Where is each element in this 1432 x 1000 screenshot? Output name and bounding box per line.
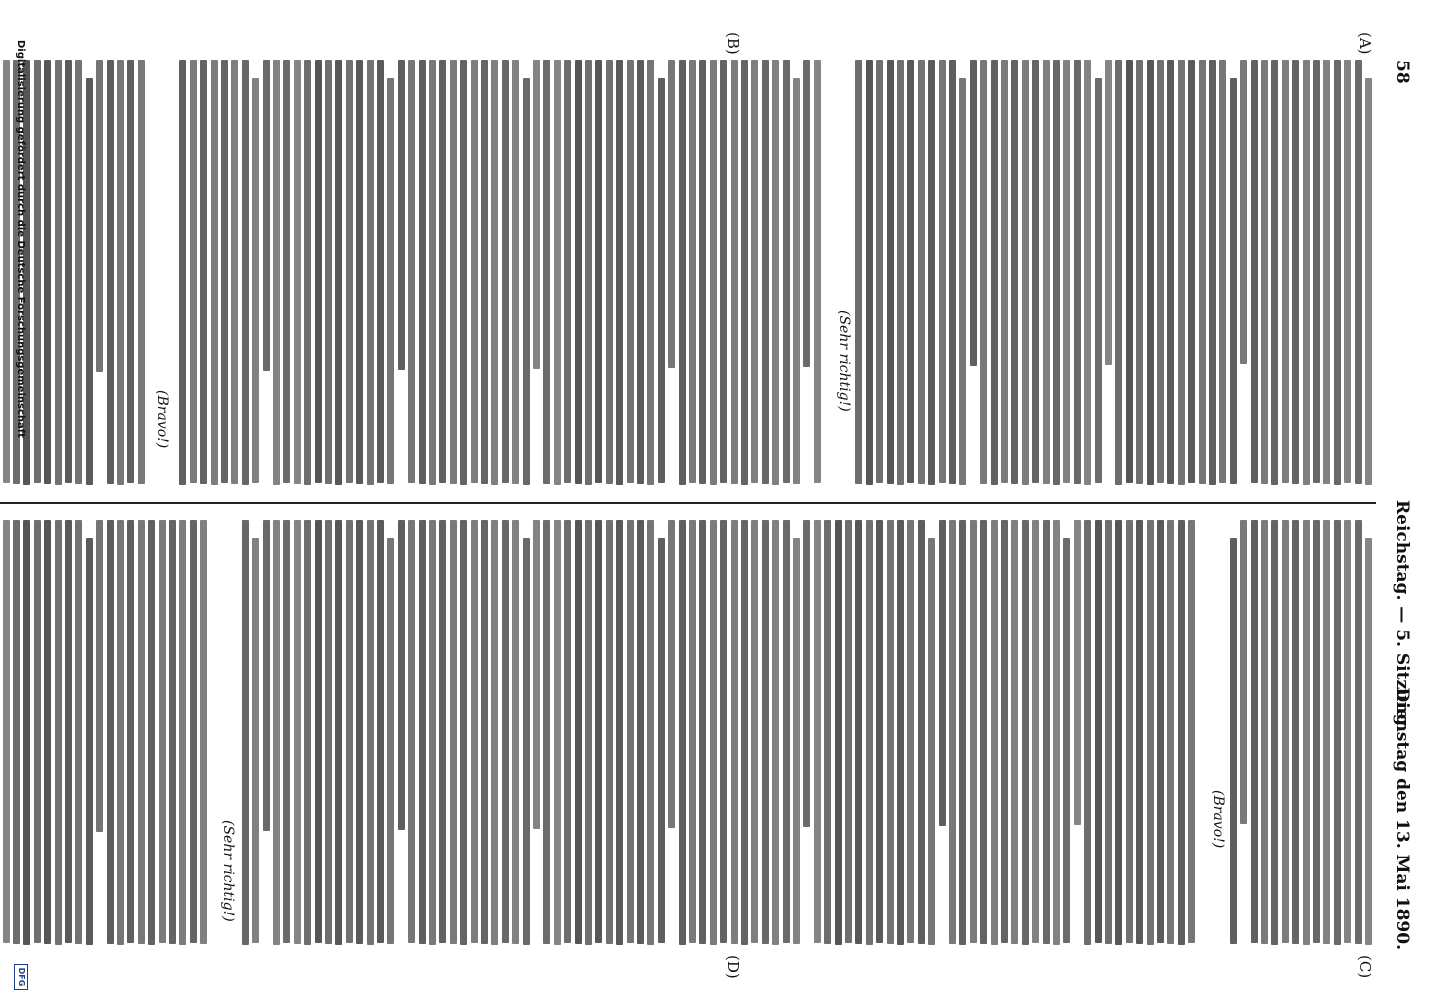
text-line <box>814 60 821 483</box>
text-line <box>34 520 41 943</box>
text-line <box>481 60 488 484</box>
text-line <box>543 60 550 484</box>
text-line <box>273 60 280 485</box>
text-line <box>1365 78 1372 485</box>
text-line <box>720 520 727 943</box>
text-line <box>304 60 311 485</box>
text-line <box>731 520 738 944</box>
text-line <box>824 520 831 944</box>
text-line <box>533 520 540 829</box>
text-line <box>845 520 852 943</box>
text-column-right <box>0 520 1376 945</box>
text-line <box>637 520 644 944</box>
text-line <box>190 520 197 943</box>
text-line <box>897 520 904 945</box>
text-line <box>1074 520 1081 825</box>
text-line <box>502 520 509 943</box>
text-line <box>876 60 883 483</box>
text-line <box>96 60 103 372</box>
text-line <box>96 520 103 832</box>
text-line <box>398 520 405 830</box>
text-line <box>367 520 374 945</box>
text-line <box>835 520 842 945</box>
margin-marker-b: (B) <box>724 32 742 55</box>
text-line <box>762 520 769 944</box>
running-title: Reichstag. — 5. Sitzung. <box>1392 500 1412 732</box>
text-line <box>117 60 124 485</box>
text-line <box>1043 60 1050 484</box>
text-line <box>647 60 654 485</box>
text-line <box>658 538 665 943</box>
text-line <box>471 60 478 483</box>
text-line <box>970 520 977 943</box>
text-line <box>315 60 322 483</box>
text-line <box>1022 520 1029 945</box>
text-line <box>294 60 301 484</box>
text-line <box>3 520 10 943</box>
text-line <box>668 60 675 368</box>
text-line <box>325 520 332 944</box>
text-line <box>866 520 873 945</box>
text-line <box>502 60 509 483</box>
text-line <box>1084 520 1091 945</box>
text-line <box>1282 520 1289 943</box>
text-line <box>1074 60 1081 484</box>
text-line <box>564 60 571 483</box>
column-divider <box>0 502 1376 504</box>
text-line <box>751 520 758 943</box>
text-line <box>1105 60 1112 365</box>
text-line <box>86 538 93 945</box>
text-line <box>710 520 717 945</box>
dfg-logo: DFG <box>14 964 28 990</box>
text-line <box>699 60 706 484</box>
text-line <box>242 60 249 485</box>
text-line <box>533 60 540 369</box>
text-line <box>523 78 530 485</box>
text-line <box>190 60 197 483</box>
text-line <box>1199 60 1206 484</box>
text-line <box>970 60 977 366</box>
text-line <box>179 60 186 485</box>
text-line <box>689 520 696 943</box>
text-line <box>689 60 696 483</box>
text-line <box>1167 60 1174 484</box>
text-line <box>3 60 10 483</box>
text-line <box>793 78 800 484</box>
text-line <box>263 520 270 831</box>
text-line <box>866 60 873 485</box>
text-line <box>107 520 114 944</box>
text-line <box>959 78 966 485</box>
text-line <box>460 520 467 945</box>
text-line <box>481 520 488 944</box>
text-line <box>1209 60 1216 485</box>
text-line <box>1063 538 1070 943</box>
text-line <box>627 60 634 483</box>
text-line <box>918 60 925 484</box>
text-line <box>304 520 311 945</box>
text-line <box>1261 60 1268 484</box>
text-line <box>450 520 457 944</box>
text-line <box>595 520 602 943</box>
text-line <box>200 60 207 484</box>
text-line <box>731 60 738 484</box>
text-line <box>408 520 415 943</box>
text-line <box>263 60 270 371</box>
text-line <box>1053 520 1060 945</box>
text-line <box>1147 60 1154 485</box>
text-line <box>1251 520 1258 943</box>
text-line <box>616 60 623 485</box>
text-line <box>762 60 769 484</box>
text-line <box>1323 520 1330 944</box>
text-line <box>86 78 93 485</box>
text-line <box>814 520 821 943</box>
text-line <box>1032 520 1039 943</box>
text-line <box>949 520 956 944</box>
text-line <box>283 60 290 483</box>
interjection-bravo: (Bravo!) <box>154 390 170 449</box>
text-line <box>1095 78 1102 483</box>
text-line <box>1344 520 1351 943</box>
page-number: 58 <box>1392 60 1412 84</box>
text-line <box>460 60 467 485</box>
text-line <box>179 520 186 945</box>
margin-marker-c: (C) <box>1356 955 1374 979</box>
margin-marker-a: (A) <box>1356 32 1374 55</box>
interjection-bravo: (Bravo!) <box>1210 790 1226 849</box>
text-line <box>585 520 592 945</box>
text-line <box>1344 60 1351 483</box>
text-line <box>1188 60 1195 483</box>
text-line <box>471 520 478 943</box>
text-line <box>491 520 498 945</box>
text-line <box>627 520 634 943</box>
text-line <box>1011 60 1018 484</box>
text-line <box>252 78 259 483</box>
text-line <box>959 520 966 945</box>
text-line <box>928 60 935 485</box>
text-line <box>200 520 207 944</box>
text-line <box>803 520 810 827</box>
text-line <box>668 520 675 828</box>
text-line <box>991 520 998 945</box>
text-line <box>221 60 228 483</box>
text-line <box>1126 60 1133 483</box>
interjection-sehr-richtig: (Sehr richtig!) <box>836 310 852 412</box>
text-line <box>1022 60 1029 485</box>
text-line <box>1167 520 1174 944</box>
text-line <box>939 60 946 483</box>
text-line <box>855 520 862 944</box>
text-line <box>595 60 602 483</box>
text-line <box>169 520 176 944</box>
text-line <box>907 520 914 943</box>
text-line <box>44 520 51 944</box>
text-line <box>741 60 748 485</box>
text-line <box>793 538 800 944</box>
text-line <box>523 538 530 945</box>
text-line <box>512 520 519 944</box>
text-line <box>65 520 72 943</box>
text-line <box>346 60 353 483</box>
text-line <box>907 60 914 483</box>
text-line <box>34 60 41 483</box>
text-line <box>1271 520 1278 945</box>
text-line <box>44 60 51 484</box>
text-line <box>1323 60 1330 484</box>
text-line <box>585 60 592 485</box>
text-line <box>1282 60 1289 483</box>
text-line <box>1032 60 1039 483</box>
text-line <box>252 538 259 943</box>
text-line <box>1178 60 1185 485</box>
text-line <box>387 538 394 944</box>
text-line <box>1157 520 1164 943</box>
text-line <box>876 520 883 943</box>
text-line <box>356 60 363 484</box>
text-line <box>429 520 436 945</box>
text-line <box>1261 520 1268 944</box>
text-line <box>928 538 935 945</box>
text-line <box>1001 60 1008 483</box>
text-line <box>949 60 956 484</box>
text-line <box>1292 520 1299 944</box>
text-line <box>1303 60 1310 485</box>
text-line <box>315 520 322 943</box>
text-line <box>231 60 238 484</box>
text-line <box>55 60 62 485</box>
text-line <box>679 520 686 945</box>
text-line <box>1355 520 1362 944</box>
text-line <box>1240 520 1247 824</box>
text-line <box>1043 520 1050 944</box>
text-line <box>887 60 894 484</box>
text-line <box>1157 60 1164 483</box>
text-line <box>335 60 342 485</box>
text-line <box>1313 520 1320 943</box>
text-line <box>439 60 446 483</box>
text-line <box>491 60 498 485</box>
text-line <box>855 60 862 484</box>
text-line <box>65 60 72 483</box>
text-line <box>939 520 946 826</box>
text-line <box>1230 538 1237 944</box>
text-line <box>1230 78 1237 484</box>
text-line <box>637 60 644 484</box>
text-line <box>398 60 405 370</box>
text-line <box>419 520 426 944</box>
text-line <box>564 520 571 943</box>
text-line <box>1365 538 1372 945</box>
text-line <box>294 520 301 944</box>
text-line <box>450 60 457 484</box>
text-line <box>543 520 550 944</box>
text-line <box>554 60 561 485</box>
session-date: Dienstag den 13. Mai 1890. <box>1392 687 1412 950</box>
text-line <box>1251 60 1258 483</box>
text-line <box>710 60 717 485</box>
text-line <box>606 520 613 944</box>
text-line <box>273 520 280 945</box>
text-line <box>918 520 925 944</box>
text-line <box>429 60 436 485</box>
text-line <box>783 60 790 483</box>
text-line <box>75 520 82 944</box>
text-line <box>1105 520 1112 944</box>
text-line <box>658 78 665 483</box>
text-line <box>1292 60 1299 484</box>
text-line <box>1084 60 1091 485</box>
text-line <box>127 60 134 483</box>
text-line <box>616 520 623 945</box>
text-line <box>138 520 145 944</box>
text-line <box>138 60 145 484</box>
text-line <box>159 520 166 943</box>
text-line <box>980 60 987 484</box>
text-line <box>1313 60 1320 483</box>
text-line <box>356 520 363 944</box>
text-line <box>1188 520 1195 943</box>
text-line <box>1136 520 1143 944</box>
text-line <box>13 520 20 944</box>
text-line <box>335 520 342 945</box>
text-line <box>1095 520 1102 943</box>
text-line <box>1303 520 1310 945</box>
text-line <box>575 60 582 484</box>
text-line <box>75 60 82 484</box>
text-line <box>1063 60 1070 483</box>
text-line <box>991 60 998 485</box>
digitization-note: Digitalisierung gefördert durch die Deutsche Forschungsgemeinschaft <box>15 40 26 438</box>
text-line <box>751 60 758 483</box>
text-line <box>1355 60 1362 484</box>
text-line <box>772 520 779 945</box>
margin-marker-d: (D) <box>724 955 742 979</box>
text-line <box>606 60 613 484</box>
text-line <box>1053 60 1060 485</box>
text-line <box>377 60 384 483</box>
text-line <box>419 60 426 484</box>
text-line <box>377 520 384 943</box>
text-line <box>1147 520 1154 945</box>
text-line <box>283 520 290 943</box>
text-line <box>439 520 446 943</box>
page-header <box>1386 60 1414 950</box>
text-line <box>242 520 249 945</box>
text-line <box>897 60 904 485</box>
text-line <box>1136 60 1143 484</box>
text-line <box>720 60 727 483</box>
text-line <box>127 520 134 943</box>
text-line <box>346 520 353 943</box>
text-line <box>679 60 686 485</box>
text-line <box>1126 520 1133 943</box>
text-line <box>772 60 779 485</box>
text-line <box>387 78 394 484</box>
text-line <box>408 60 415 483</box>
text-line <box>783 520 790 943</box>
text-line <box>1115 60 1122 485</box>
text-line <box>1178 520 1185 945</box>
text-line <box>699 520 706 944</box>
text-line <box>117 520 124 945</box>
text-line <box>1011 520 1018 944</box>
text-line <box>1334 520 1341 945</box>
interjection-sehr-richtig: (Sehr richtig!) <box>220 820 236 922</box>
text-line <box>512 60 519 484</box>
text-line <box>647 520 654 945</box>
text-line <box>1334 60 1341 485</box>
text-line <box>1219 60 1226 483</box>
text-line <box>211 60 218 485</box>
text-line <box>803 60 810 367</box>
text-line <box>554 520 561 945</box>
text-line <box>148 520 155 945</box>
text-line <box>367 60 374 485</box>
text-line <box>980 520 987 944</box>
text-column-left <box>0 60 1376 485</box>
text-line <box>23 520 30 945</box>
text-line <box>325 60 332 484</box>
text-line <box>575 520 582 944</box>
text-line <box>1240 60 1247 364</box>
text-line <box>887 520 894 944</box>
text-line <box>1001 520 1008 943</box>
text-line <box>741 520 748 945</box>
text-line <box>55 520 62 945</box>
text-line <box>1115 520 1122 945</box>
text-line <box>1271 60 1278 485</box>
text-line <box>107 60 114 484</box>
